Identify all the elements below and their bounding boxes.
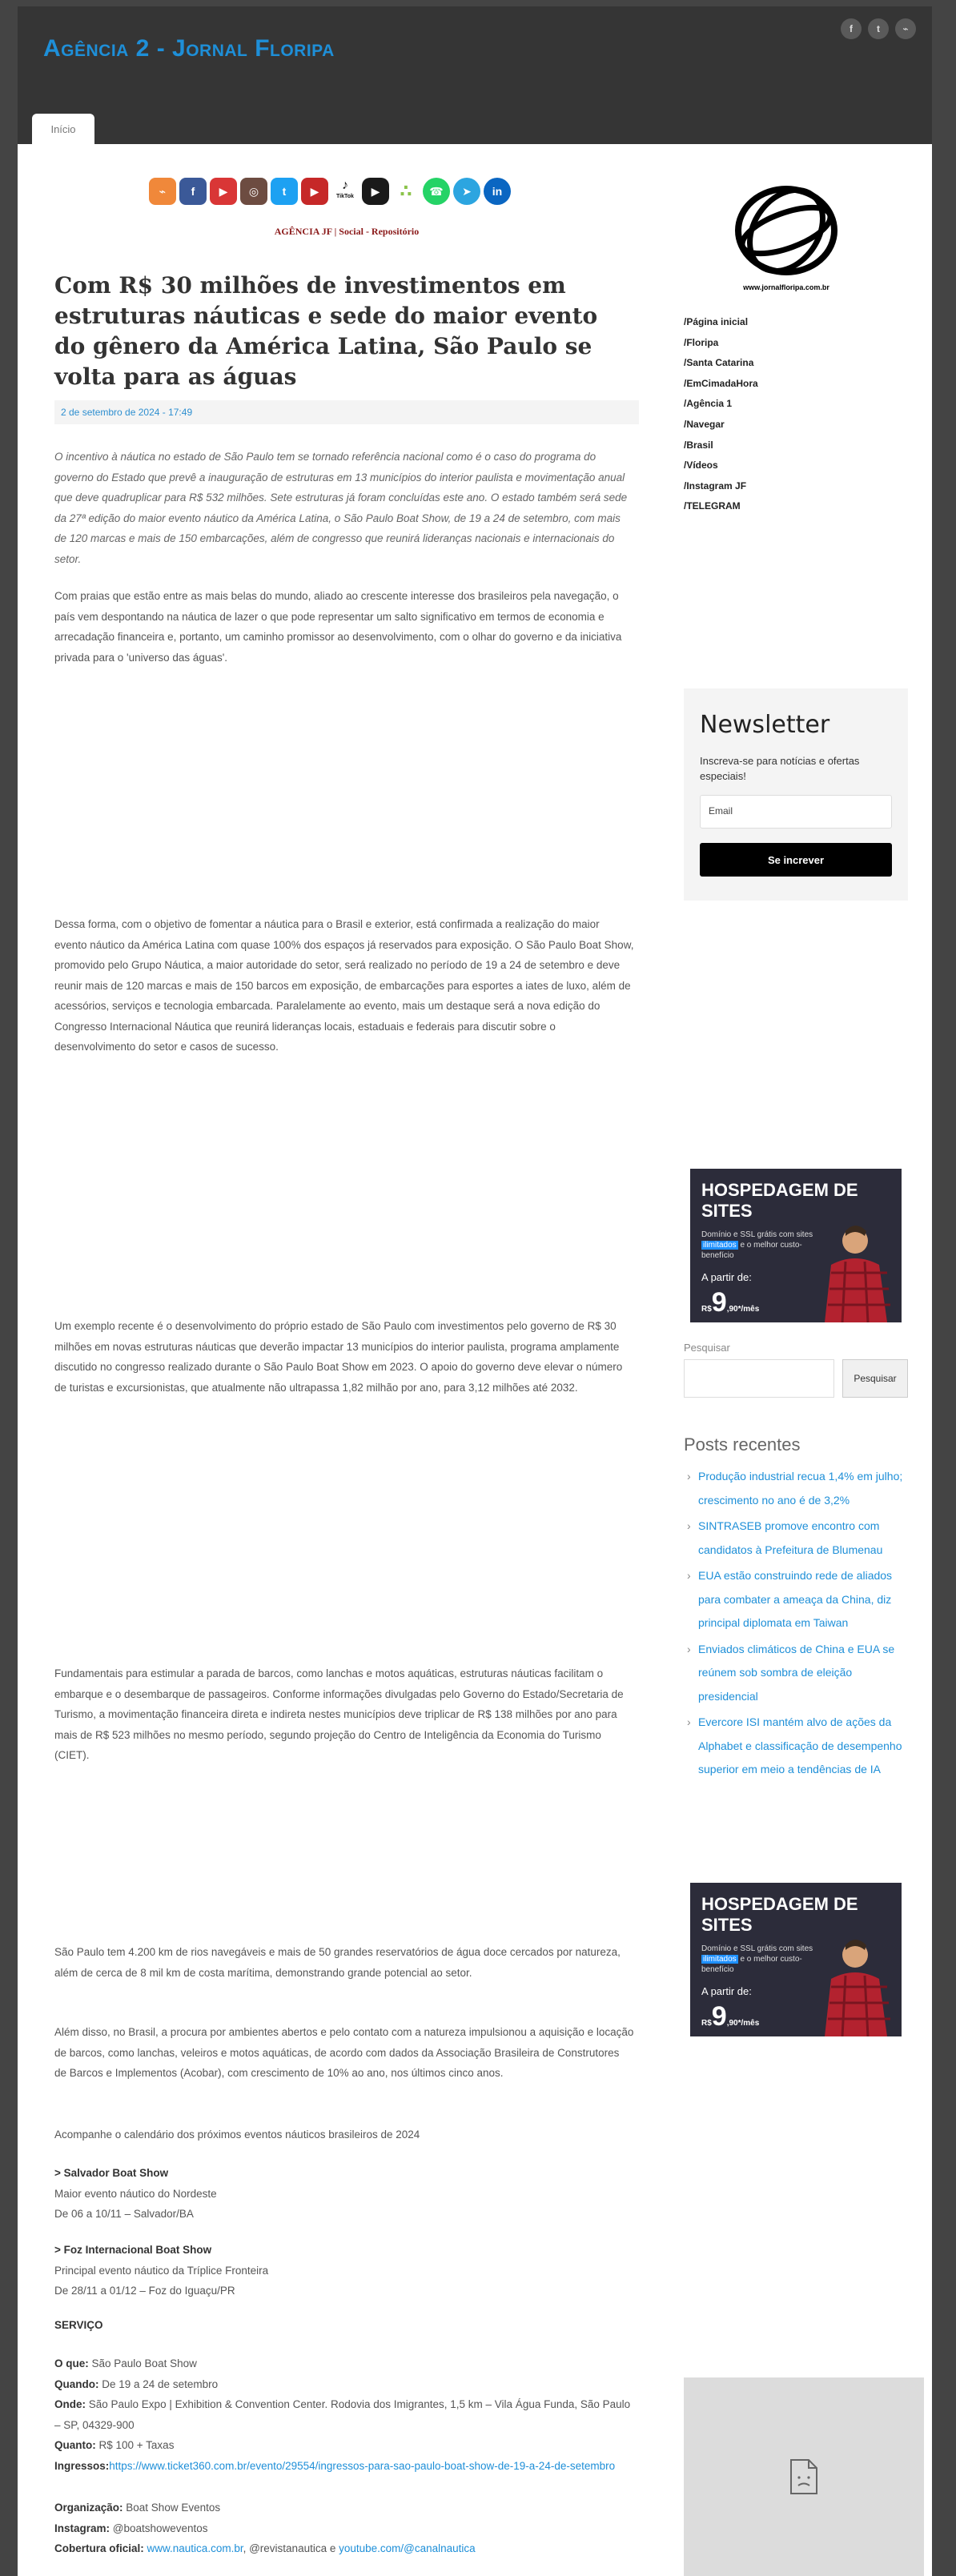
hosting-ad[interactable] <box>690 1169 902 1322</box>
newsletter-box <box>684 688 908 901</box>
ad-from-label: A partir de: <box>701 1271 752 1283</box>
recent-post-link[interactable]: › Evercore ISI mantém alvo de ações da Alphabet e classificação de desempenho superior em meio a tendências de IA <box>684 1711 913 1782</box>
servico-value: São Paulo Expo | Exhibition & Convention Center. Rodovia dos Imigrantes, 1,5 km – Vila Água Funda, São Paulo – SP, 04329-900 <box>54 2398 631 2431</box>
play-icon[interactable]: ▶ <box>362 178 389 205</box>
ad-title: HOSPEDAGEM DE SITES <box>701 1894 858 1935</box>
search-label: Pesquisar <box>684 1342 730 1354</box>
sidebar-link[interactable]: /EmCimadaHora <box>684 377 758 389</box>
person-illustration-icon <box>813 1217 894 1322</box>
subscribe-button[interactable]: Se increver <box>700 843 892 877</box>
article-paragraph: Acompanhe o calendário dos próximos eventos náuticos brasileiros de 2024 <box>54 2129 420 2141</box>
servico-key: Instagram: <box>54 2522 110 2534</box>
ad-price <box>701 2001 759 2032</box>
telegram-icon[interactable]: ➤ <box>453 178 480 205</box>
network-icon[interactable]: ∴ <box>392 178 420 205</box>
facebook-icon[interactable]: f <box>841 18 862 39</box>
tiktok-icon[interactable] <box>331 178 359 205</box>
page-frame <box>18 6 932 2576</box>
servico-value: R$ 100 + Taxas <box>95 2439 175 2451</box>
article-paragraph: Um exemplo recente é o desenvolvimento do próprio estado de São Paulo com investimentos pelo governo de R$ 30 milhões em novas estruturas náuticas que deverão impactar 13 municípios do interior paulista, programa amplamente discutido no congresso realizado durante o São Paulo Boat Show em 2023. O apoio do governo deve elevar o número de turistas e excursionistas, que atualmente não ultrapassa 1,82 milhão por ano, para 3,12 milhões até 2032. <box>54 1320 623 1394</box>
linkedin-icon[interactable]: in <box>484 178 511 205</box>
sidebar-link[interactable]: /Página inicial <box>684 316 749 327</box>
hosting-ad[interactable] <box>690 1883 902 2036</box>
ad-cents: ,90* <box>726 1305 741 1314</box>
image-placeholder <box>684 2377 924 2576</box>
ad-subtitle <box>701 1944 813 1975</box>
recent-post-link[interactable]: › Enviados climáticos de China e EUA se reúnem sob sombra de eleição presidencial <box>684 1638 913 1709</box>
ad-from-label: A partir de: <box>701 1985 752 1997</box>
event-title: > Foz Internacional Boat Show <box>54 2244 212 2256</box>
tiktok-label: TikTok <box>336 194 354 199</box>
sidebar-link[interactable]: /TELEGRAM <box>684 500 741 512</box>
sidebar-link[interactable]: /Instagram JF <box>684 479 747 492</box>
servico-key: O que: <box>54 2357 89 2369</box>
ad-highlight: ilimitados <box>703 1241 737 1250</box>
site-header <box>18 6 932 144</box>
article-paragraph: Com praias que estão entre as mais belas do mundo, aliado ao crescente interesse dos brasileiros pela navegação, o país vem despontando na náutica de lazer o que pode representar um salto significativo em termos de economia e arrecadação financeira e, portanto, um caminho promissor ao desenvolvimento, com o olhar do governo e da iniciativa privada para o 'universo das águas'. <box>54 590 622 664</box>
article-paragraph: Dessa forma, com o objetivo de fomentar a náutica para o Brasil e exterior, está confirmada a realização do maior evento náutico da América Latina com quase 100% dos espaços já reservados para exposição. O São Paulo Boat Show, promovido pelo Grupo Náutica, a maior autoridade do setor, será realizado no período de 19 a 24 de setembro e deve reunir mais de 120 marcas e mais de 150 barcos em exposição, de embarcações para esportes a iates de luxo, além de acessórios, serviços e tecnologia embarcada. Paralelamente ao evento, mais um destaque será a nova edição do Congresso Internacional Náutica que reunirá lideranças locais, estaduais e federais para discutir sobre o desenvolvimento do setor e casos de sucesso. <box>54 918 634 1053</box>
ad-per: /mês <box>741 1305 760 1314</box>
ad-currency: R$ <box>701 1305 712 1314</box>
youtube-icon[interactable]: ▶ <box>301 178 328 205</box>
rss-icon[interactable]: ⌁ <box>149 178 176 205</box>
servico-key: Ingressos: <box>54 2459 110 2472</box>
rss-icon[interactable]: ⌁ <box>895 18 916 39</box>
twitter-icon[interactable]: t <box>868 18 889 39</box>
sidebar-link[interactable]: /Floripa <box>684 336 719 348</box>
event-desc: Principal evento náutico da Tríplice Fronteira <box>54 2264 269 2277</box>
instagram-icon[interactable]: ◎ <box>240 178 267 205</box>
ad-subtitle <box>701 1230 813 1261</box>
article-paragraph: Fundamentais para estimular a parada de barcos, como lanchas e motos aquáticas, estruturas náuticas facilitam o embarque e o desembarque de passageiros. Conforme informações divulgadas pelo Governo do Estado/Secretaria de Turismo, a movimentação financeira direta e indireta nestes municípios deve triplicar de R$ 138 milhões por ano para mais de R$ 523 milhões no mesmo período, segundo projeção do Centro de Inteligência da Economia do Turismo (CIET). <box>54 1667 624 1761</box>
event-dates: De 06 a 10/11 – Salvador/BA <box>54 2208 194 2220</box>
content-area <box>18 144 932 2576</box>
ad-subtitle-part: Domínio e SSL grátis com sites <box>701 1944 813 1953</box>
servico-value: @boatshoweventos <box>110 2522 208 2534</box>
organizacao-details <box>54 2498 634 2559</box>
article-lead: O incentivo à náutica no estado de São Paulo tem se tornado referência nacional como é o caso do programa do governo do Estado que prevê a inauguração de estruturas em 13 municípios do interior paulista e movimentação anual que deve quadruplicar para R$ 532 milhões. Sete estruturas já foram concluídas este ano. O estado também será sede da 27ª edição do maior evento náutico da América Latina, o São Paulo Boat Show, de 19 a 24 de setembro, com mais de 120 marcas e mais de 150 embarcações, além de congresso que reunirá lideranças nacionais e internacionais do setor. <box>54 451 628 565</box>
ad-per: /mês <box>741 2019 760 2028</box>
ad-price-value: 9 <box>711 2001 727 2032</box>
search-button[interactable]: Pesquisar <box>842 1359 908 1398</box>
servico-value: Boat Show Eventos <box>123 2502 221 2514</box>
sidebar-link[interactable]: /Navegar <box>684 418 725 430</box>
header-social-links <box>841 18 916 39</box>
servico-value: , @revistanautica e <box>243 2542 339 2554</box>
servico-label: SERVIÇO <box>54 2319 103 2331</box>
tickets-link[interactable]: https://www.ticket360.com.br/evento/29554/ingressos-para-sao-paulo-boat-show-de-19-a-24-de-setembro <box>109 2459 616 2472</box>
tiktok-glyph: ♪ <box>342 179 348 192</box>
ad-price <box>701 1287 759 1318</box>
event-foz <box>54 2240 634 2301</box>
sidebar-links <box>684 312 758 517</box>
logo-caption: www.jornalfloripa.com.br <box>743 283 829 291</box>
article-date-bar <box>54 400 639 424</box>
site-title[interactable]: Agência 2 - Jornal Floripa <box>43 35 335 62</box>
servico-details <box>54 2353 634 2476</box>
article-date[interactable]: 2 de setembro de 2024 - 17:49 <box>61 407 193 418</box>
event-salvador <box>54 2163 634 2225</box>
servico-value: São Paulo Boat Show <box>88 2357 197 2369</box>
recent-posts-list <box>684 1465 913 1784</box>
servico-key: Organização: <box>54 2502 123 2514</box>
article-paragraph: Além disso, no Brasil, a procura por ambientes abertos e pelo contato com a natureza impulsionou a aquisição e locação de barcos, como lanchas, veleiros e motos aquáticas, de acordo com dados da Associação Brasileira de Construtores de Barcos e Implementos (Acobar), com crescimento de 10% ao ano, nos últimos cinco anos. <box>54 2026 634 2079</box>
ad-subtitle-part: e o melhor custo-benefício <box>701 1955 802 1974</box>
tab-inicio[interactable]: Início <box>32 114 94 144</box>
ad-title: HOSPEDAGEM DE SITES <box>701 1180 858 1221</box>
site-logo[interactable] <box>706 184 866 296</box>
sidebar-link[interactable]: /Santa Catarina <box>684 357 754 369</box>
search-input[interactable] <box>684 1359 834 1398</box>
broken-image-icon <box>788 2458 820 2495</box>
recent-post-link[interactable]: › SINTRASEB promove encontro com candidatos à Prefeitura de Blumenau <box>684 1515 913 1562</box>
twitter-icon[interactable]: t <box>271 178 298 205</box>
person-illustration-icon <box>813 1931 894 2036</box>
ad-subtitle-part: Domínio e SSL grátis com sites <box>701 1230 813 1239</box>
servico-key: Quanto: <box>54 2439 96 2451</box>
servico-key: Onde: <box>54 2398 86 2410</box>
servico-key: Quando: <box>54 2377 99 2390</box>
recent-posts-title: Posts recentes <box>684 1434 801 1455</box>
nautica-link[interactable]: www.nautica.com.br <box>147 2542 243 2554</box>
recent-post-link[interactable]: › EUA estão construindo rede de aliados para combater a ameaça da China, diz principal diplomata em Taiwan <box>684 1564 913 1635</box>
whatsapp-icon[interactable]: ☎ <box>423 178 450 205</box>
servico-key: Cobertura oficial: <box>54 2542 144 2554</box>
newsletter-title: Newsletter <box>700 711 830 739</box>
facebook-icon[interactable]: f <box>179 178 207 205</box>
ad-price-value: 9 <box>711 1287 727 1318</box>
servico-heading <box>54 2315 634 2336</box>
event-desc: Maior evento náutico do Nordeste <box>54 2187 217 2200</box>
youtube-link[interactable]: youtube.com/@canalnautica <box>339 2542 476 2554</box>
social-caption[interactable]: AGÊNCIA JF | Social - Repositório <box>274 226 420 237</box>
article-paragraph: São Paulo tem 4.200 km de rios navegáveis e mais de 50 grandes reservatórios de água doce cercados por natureza, além de cerca de 8 mil km de costa marítima, demonstrando grande potencial ao setor. <box>54 1946 621 1979</box>
newsletter-desc: Inscreva-se para notícias e ofertas especiais! <box>700 755 860 782</box>
ad-cents: ,90* <box>726 2019 741 2028</box>
ad-subtitle-part: e o melhor custo-benefício <box>701 1241 802 1260</box>
recent-post-link[interactable]: › Produção industrial recua 1,4% em julho; crescimento no ano é de 3,2% <box>684 1465 913 1512</box>
ad-highlight: ilimitados <box>703 1955 737 1964</box>
ad-currency: R$ <box>701 2019 712 2028</box>
social-icon-bar <box>149 178 511 205</box>
servico-value: De 19 a 24 de setembro <box>98 2377 219 2390</box>
event-dates: De 28/11 a 01/12 – Foz do Iguaçu/PR <box>54 2285 235 2297</box>
newsletter-email-field[interactable]: Email <box>700 795 892 829</box>
sidebar-link[interactable]: /Brasil <box>684 439 713 451</box>
article-title: Com R$ 30 milhões de investimentos em estruturas náuticas e sede do maior evento do gênero da América Latina, São Paulo se volta para as águas <box>54 272 598 390</box>
sidebar-link[interactable]: /Agência 1 <box>684 398 733 410</box>
globe-logo-icon <box>706 184 866 296</box>
sidebar-link[interactable]: /Vídeos <box>684 459 718 471</box>
event-title: > Salvador Boat Show <box>54 2167 169 2179</box>
youtube-icon[interactable]: ▶ <box>210 178 237 205</box>
